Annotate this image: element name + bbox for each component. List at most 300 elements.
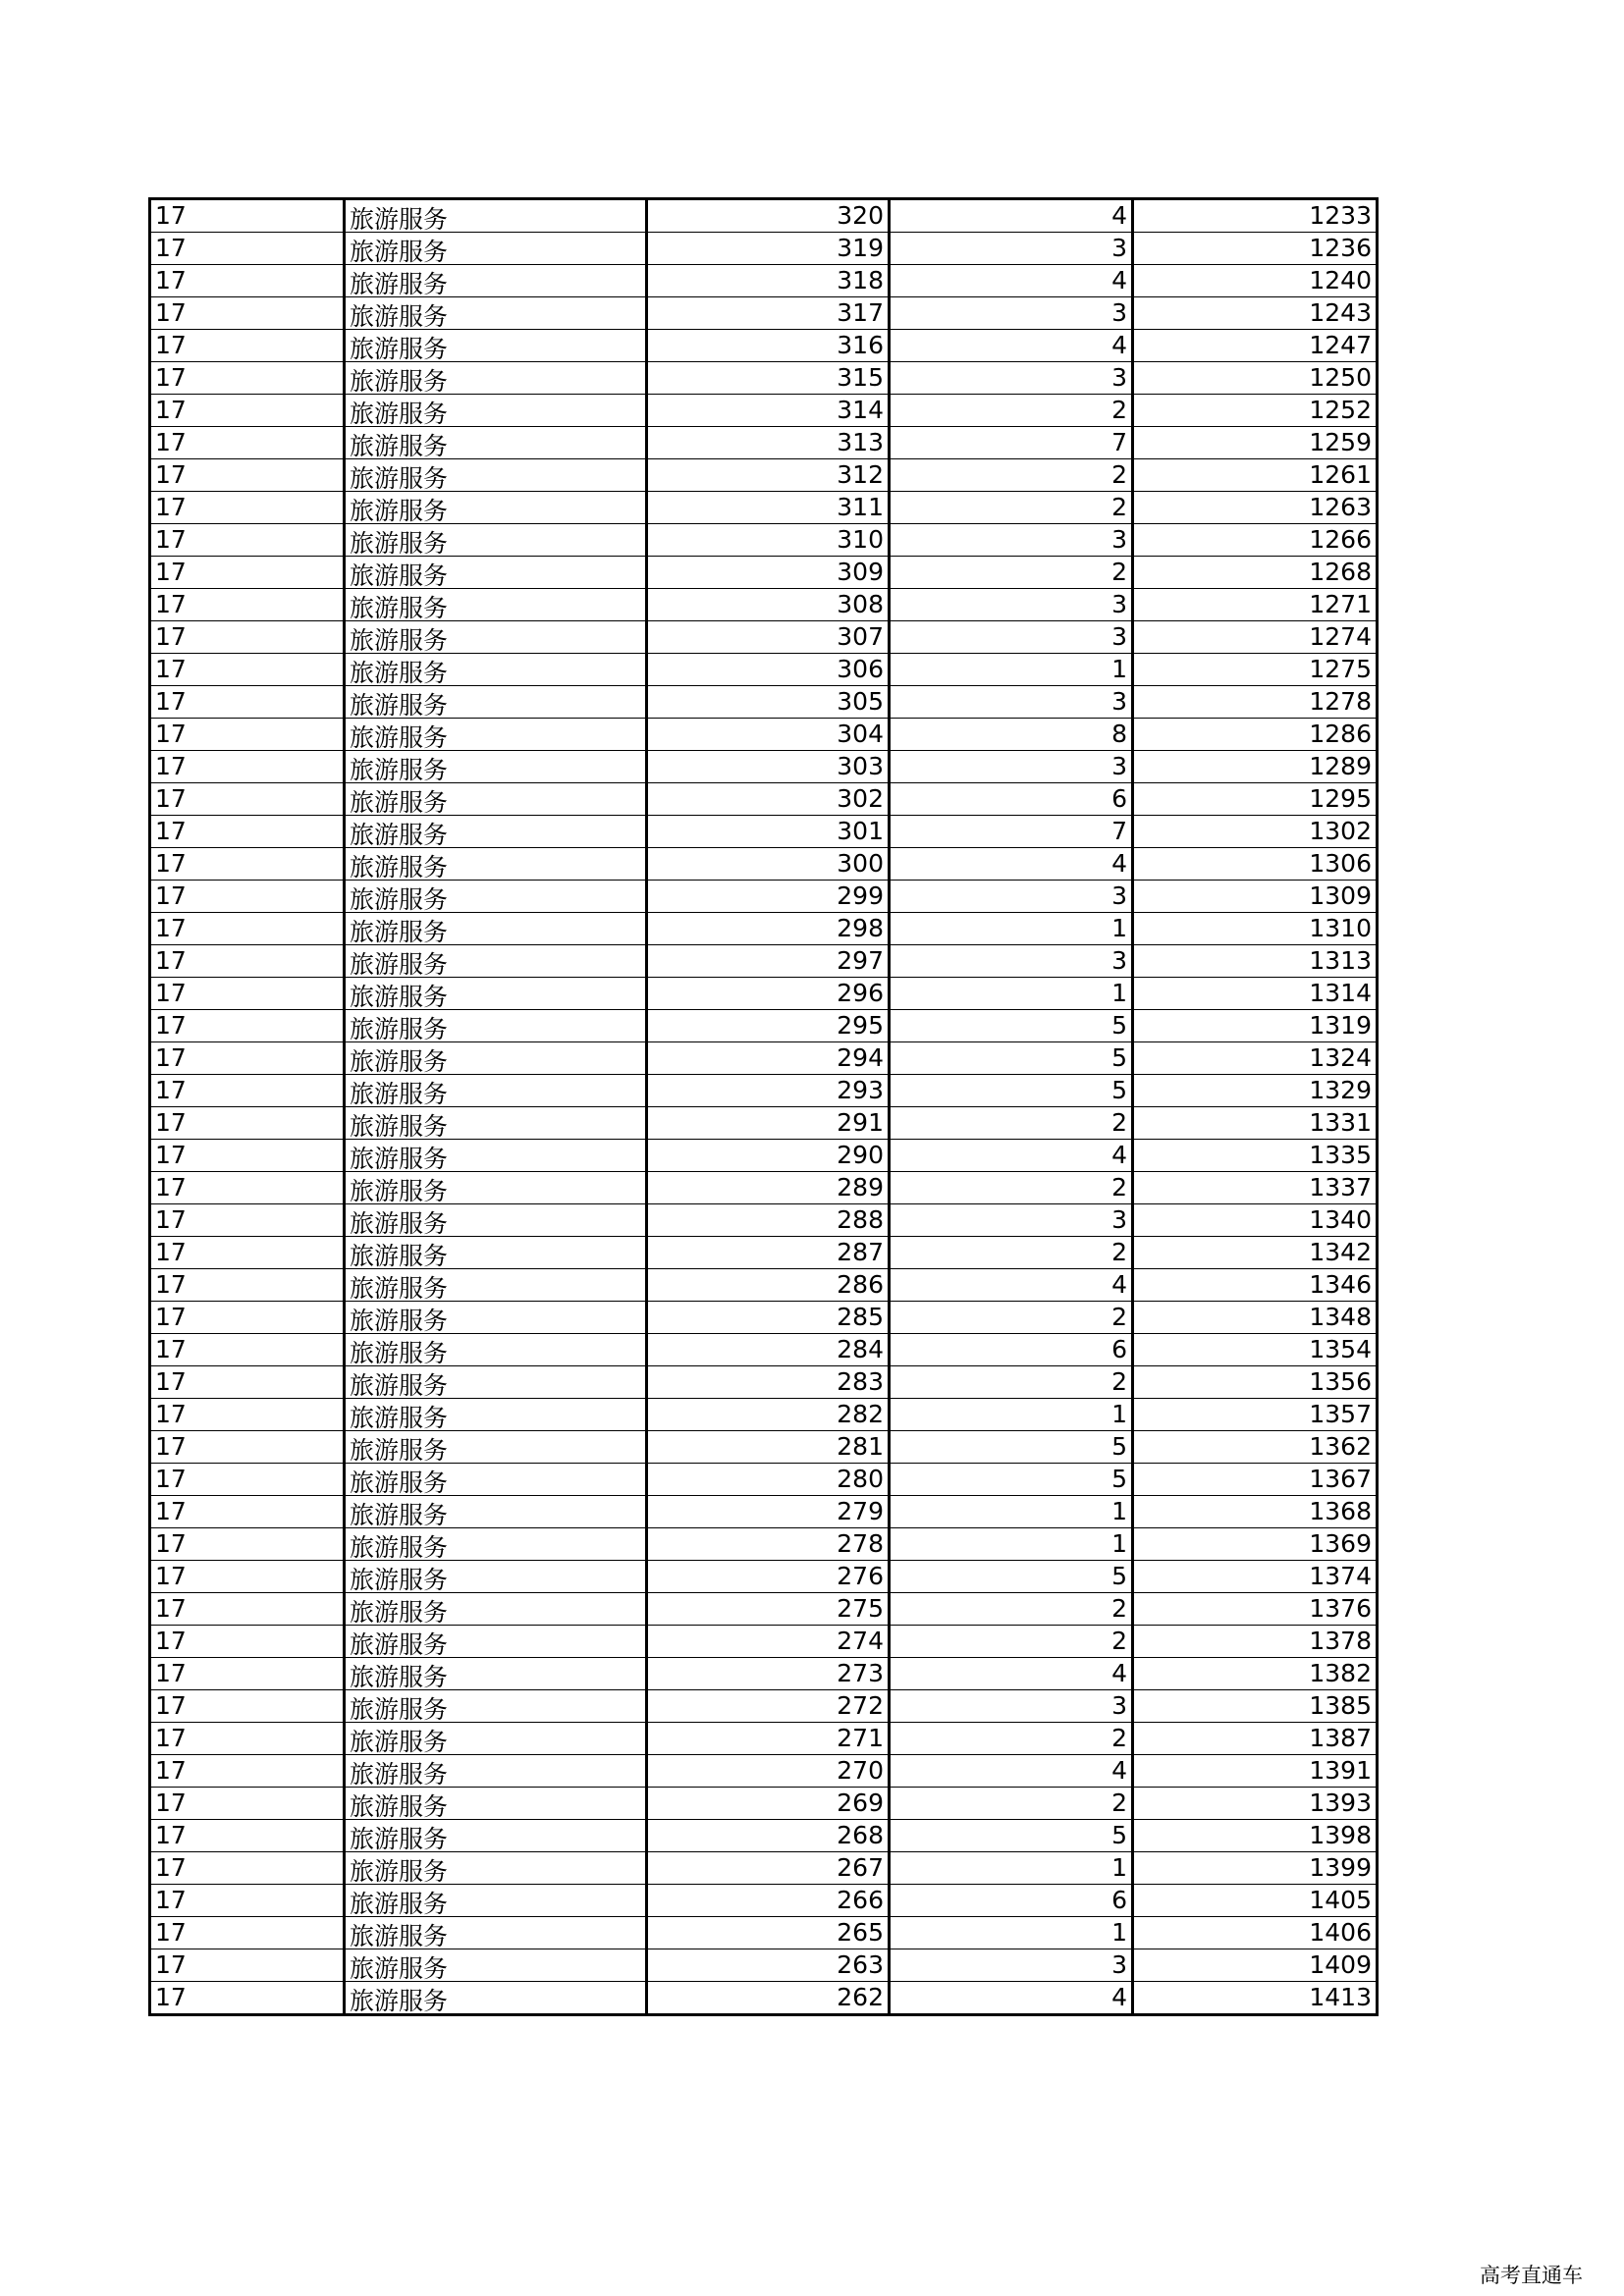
category-text: 旅游服务	[350, 302, 449, 330]
count-cell: 1	[890, 1917, 1133, 1949]
cumulative-cell: 1329	[1133, 1075, 1378, 1107]
table-row	[150, 557, 1378, 589]
category-cell	[345, 492, 647, 524]
score-cell: 278	[647, 1528, 890, 1561]
table-row	[150, 1075, 1378, 1107]
cumulative-cell: 1398	[1133, 1820, 1378, 1852]
table-row	[150, 654, 1378, 686]
category-cell	[345, 1723, 647, 1755]
group-code-cell: 17	[150, 1140, 345, 1172]
group-code-cell: 17	[150, 1755, 345, 1788]
count-cell: 7	[890, 816, 1133, 848]
score-cell: 284	[647, 1334, 890, 1366]
count-cell: 4	[890, 1658, 1133, 1690]
count-cell: 4	[890, 1755, 1133, 1788]
category-cell	[345, 265, 647, 297]
count-cell: 6	[890, 1334, 1133, 1366]
category-cell	[345, 1042, 647, 1075]
category-text: 旅游服务	[350, 1663, 449, 1690]
table-row	[150, 881, 1378, 913]
cumulative-cell: 1378	[1133, 1626, 1378, 1658]
category-text: 旅游服务	[350, 1307, 449, 1334]
table-row	[150, 719, 1378, 751]
count-cell: 3	[890, 589, 1133, 621]
category-cell	[345, 751, 647, 783]
category-cell	[345, 686, 647, 719]
table-row	[150, 1010, 1378, 1042]
count-cell: 1	[890, 654, 1133, 686]
category-text: 旅游服务	[350, 1695, 449, 1723]
category-text: 旅游服务	[350, 432, 449, 459]
count-cell: 3	[890, 621, 1133, 654]
table-row	[150, 1561, 1378, 1593]
table-row	[150, 395, 1378, 427]
category-cell	[345, 848, 647, 881]
score-cell: 280	[647, 1464, 890, 1496]
cumulative-cell: 1391	[1133, 1755, 1378, 1788]
category-cell	[345, 459, 647, 492]
category-text: 旅游服务	[350, 1890, 449, 1917]
group-code-cell: 17	[150, 1626, 345, 1658]
score-cell: 312	[647, 459, 890, 492]
category-text: 旅游服务	[350, 723, 449, 751]
cumulative-cell: 1362	[1133, 1431, 1378, 1464]
cumulative-cell: 1250	[1133, 362, 1378, 395]
group-code-cell: 17	[150, 1302, 345, 1334]
score-cell: 294	[647, 1042, 890, 1075]
table-row	[150, 524, 1378, 557]
category-cell	[345, 1820, 647, 1852]
group-code-cell: 17	[150, 1788, 345, 1820]
cumulative-cell: 1405	[1133, 1885, 1378, 1917]
count-cell: 3	[890, 1690, 1133, 1723]
category-text: 旅游服务	[350, 1501, 449, 1528]
category-text: 旅游服务	[350, 1922, 449, 1949]
table-row	[150, 1690, 1378, 1723]
score-cell: 298	[647, 913, 890, 945]
table-row	[150, 297, 1378, 330]
score-cell: 314	[647, 395, 890, 427]
score-cell: 307	[647, 621, 890, 654]
group-code-cell: 17	[150, 783, 345, 816]
count-cell: 6	[890, 1885, 1133, 1917]
watermark-text: 高考直通车	[1480, 2264, 1583, 2287]
table-row	[150, 816, 1378, 848]
group-code-cell: 17	[150, 557, 345, 589]
count-cell: 4	[890, 848, 1133, 881]
category-cell	[345, 1302, 647, 1334]
category-cell	[345, 1755, 647, 1788]
count-cell: 2	[890, 557, 1133, 589]
table-row	[150, 492, 1378, 524]
table-row	[150, 621, 1378, 654]
cumulative-cell: 1274	[1133, 621, 1378, 654]
cumulative-cell: 1252	[1133, 395, 1378, 427]
score-cell: 313	[647, 427, 890, 459]
category-cell	[345, 1561, 647, 1593]
category-cell	[345, 978, 647, 1010]
category-text: 旅游服务	[350, 1728, 449, 1755]
table-row	[150, 783, 1378, 816]
cumulative-cell: 1399	[1133, 1852, 1378, 1885]
table-row	[150, 427, 1378, 459]
cumulative-cell: 1382	[1133, 1658, 1378, 1690]
table-row	[150, 1237, 1378, 1269]
count-cell: 8	[890, 719, 1133, 751]
cumulative-cell: 1236	[1133, 233, 1378, 265]
group-code-cell: 17	[150, 1528, 345, 1561]
category-cell	[345, 1172, 647, 1204]
group-code-cell: 17	[150, 1658, 345, 1690]
score-cell: 270	[647, 1755, 890, 1788]
cumulative-cell: 1342	[1133, 1237, 1378, 1269]
score-table	[148, 197, 1379, 2016]
score-cell: 309	[647, 557, 890, 589]
category-text: 旅游服务	[350, 853, 449, 881]
score-cell: 287	[647, 1237, 890, 1269]
table-row	[150, 751, 1378, 783]
category-cell	[345, 395, 647, 427]
group-code-cell: 17	[150, 395, 345, 427]
count-cell: 5	[890, 1561, 1133, 1593]
group-code-cell: 17	[150, 881, 345, 913]
cumulative-cell: 1356	[1133, 1366, 1378, 1399]
score-cell: 263	[647, 1949, 890, 1982]
score-cell: 272	[647, 1690, 890, 1723]
group-code-cell: 17	[150, 1204, 345, 1237]
cumulative-cell: 1313	[1133, 945, 1378, 978]
table-row	[150, 1658, 1378, 1690]
table-row	[150, 686, 1378, 719]
score-cell: 304	[647, 719, 890, 751]
score-cell: 295	[647, 1010, 890, 1042]
cumulative-cell: 1387	[1133, 1723, 1378, 1755]
category-text: 旅游服务	[350, 1274, 449, 1302]
table-row	[150, 1334, 1378, 1366]
count-cell: 5	[890, 1464, 1133, 1496]
count-cell: 4	[890, 1140, 1133, 1172]
category-cell	[345, 1626, 647, 1658]
cumulative-cell: 1302	[1133, 816, 1378, 848]
score-cell: 288	[647, 1204, 890, 1237]
cumulative-cell: 1367	[1133, 1464, 1378, 1496]
count-cell: 5	[890, 1010, 1133, 1042]
count-cell: 4	[890, 199, 1133, 233]
group-code-cell: 17	[150, 1042, 345, 1075]
score-cell: 319	[647, 233, 890, 265]
category-cell	[345, 1107, 647, 1140]
group-code-cell: 17	[150, 1010, 345, 1042]
score-cell: 302	[647, 783, 890, 816]
group-code-cell: 17	[150, 1561, 345, 1593]
cumulative-cell: 1259	[1133, 427, 1378, 459]
count-cell: 5	[890, 1820, 1133, 1852]
category-text: 旅游服务	[350, 464, 449, 492]
category-cell	[345, 1431, 647, 1464]
score-cell: 291	[647, 1107, 890, 1140]
category-cell	[345, 1788, 647, 1820]
cumulative-cell: 1309	[1133, 881, 1378, 913]
category-cell	[345, 1010, 647, 1042]
cumulative-cell: 1340	[1133, 1204, 1378, 1237]
cumulative-cell: 1335	[1133, 1140, 1378, 1172]
group-code-cell: 17	[150, 1917, 345, 1949]
cumulative-cell: 1310	[1133, 913, 1378, 945]
group-code-cell: 17	[150, 1723, 345, 1755]
group-code-cell: 17	[150, 1593, 345, 1626]
score-cell: 276	[647, 1561, 890, 1593]
table-row	[150, 330, 1378, 362]
score-cell: 293	[647, 1075, 890, 1107]
score-cell: 301	[647, 816, 890, 848]
count-cell: 2	[890, 1302, 1133, 1334]
cumulative-cell: 1331	[1133, 1107, 1378, 1140]
score-cell: 271	[647, 1723, 890, 1755]
category-cell	[345, 719, 647, 751]
count-cell: 3	[890, 524, 1133, 557]
score-cell: 279	[647, 1496, 890, 1528]
group-code-cell: 17	[150, 1464, 345, 1496]
table-row	[150, 1626, 1378, 1658]
category-text: 旅游服务	[350, 1598, 449, 1626]
category-text: 旅游服务	[350, 1404, 449, 1431]
score-cell: 300	[647, 848, 890, 881]
group-code-cell: 17	[150, 978, 345, 1010]
count-cell: 5	[890, 1042, 1133, 1075]
category-cell	[345, 1982, 647, 2015]
category-cell	[345, 1528, 647, 1561]
count-cell: 2	[890, 1723, 1133, 1755]
count-cell: 4	[890, 1982, 1133, 2015]
table-row	[150, 459, 1378, 492]
group-code-cell: 17	[150, 1852, 345, 1885]
count-cell: 3	[890, 1204, 1133, 1237]
score-cell: 308	[647, 589, 890, 621]
table-row	[150, 1042, 1378, 1075]
count-cell: 3	[890, 233, 1133, 265]
group-code-cell: 17	[150, 1982, 345, 2015]
score-cell: 269	[647, 1788, 890, 1820]
cumulative-cell: 1240	[1133, 265, 1378, 297]
category-text: 旅游服务	[350, 1954, 449, 1982]
count-cell: 5	[890, 1431, 1133, 1464]
score-cell: 286	[647, 1269, 890, 1302]
count-cell: 3	[890, 362, 1133, 395]
category-text: 旅游服务	[350, 367, 449, 395]
group-code-cell: 17	[150, 524, 345, 557]
count-cell: 7	[890, 427, 1133, 459]
category-cell	[345, 330, 647, 362]
count-cell: 3	[890, 751, 1133, 783]
count-cell: 1	[890, 1528, 1133, 1561]
category-cell	[345, 233, 647, 265]
table-row	[150, 362, 1378, 395]
count-cell: 1	[890, 1496, 1133, 1528]
category-text: 旅游服务	[350, 1436, 449, 1464]
score-cell: 282	[647, 1399, 890, 1431]
category-text: 旅游服务	[350, 561, 449, 589]
group-code-cell: 17	[150, 1399, 345, 1431]
cumulative-cell: 1319	[1133, 1010, 1378, 1042]
category-text: 旅游服务	[350, 1145, 449, 1172]
score-cell: 303	[647, 751, 890, 783]
cumulative-cell: 1261	[1133, 459, 1378, 492]
cumulative-cell: 1348	[1133, 1302, 1378, 1334]
score-cell: 315	[647, 362, 890, 395]
category-cell	[345, 1075, 647, 1107]
count-cell: 2	[890, 1626, 1133, 1658]
count-cell: 1	[890, 978, 1133, 1010]
table-row	[150, 945, 1378, 978]
cumulative-cell: 1306	[1133, 848, 1378, 881]
category-text: 旅游服务	[350, 1015, 449, 1042]
category-cell	[345, 881, 647, 913]
score-cell: 267	[647, 1852, 890, 1885]
count-cell: 2	[890, 1237, 1133, 1269]
category-text: 旅游服务	[350, 1533, 449, 1561]
category-text: 旅游服务	[350, 1112, 449, 1140]
category-text: 旅游服务	[350, 400, 449, 427]
group-code-cell: 17	[150, 848, 345, 881]
table-row	[150, 913, 1378, 945]
cumulative-cell: 1376	[1133, 1593, 1378, 1626]
count-cell: 3	[890, 881, 1133, 913]
cumulative-cell: 1278	[1133, 686, 1378, 719]
cumulative-cell: 1406	[1133, 1917, 1378, 1949]
category-cell	[345, 1237, 647, 1269]
category-text: 旅游服务	[350, 497, 449, 524]
category-text: 旅游服务	[350, 1339, 449, 1366]
group-code-cell: 17	[150, 1107, 345, 1140]
group-code-cell: 17	[150, 719, 345, 751]
table-row	[150, 199, 1378, 233]
category-text: 旅游服务	[350, 335, 449, 362]
cumulative-cell: 1271	[1133, 589, 1378, 621]
cumulative-cell: 1409	[1133, 1949, 1378, 1982]
table-row	[150, 1788, 1378, 1820]
score-cell: 273	[647, 1658, 890, 1690]
category-text: 旅游服务	[350, 1177, 449, 1204]
cumulative-cell: 1368	[1133, 1496, 1378, 1528]
group-code-cell: 17	[150, 816, 345, 848]
category-text: 旅游服务	[350, 983, 449, 1010]
category-cell	[345, 945, 647, 978]
category-text: 旅游服务	[350, 1630, 449, 1658]
count-cell: 2	[890, 1788, 1133, 1820]
group-code-cell: 17	[150, 751, 345, 783]
score-cell: 289	[647, 1172, 890, 1204]
group-code-cell: 17	[150, 297, 345, 330]
cumulative-cell: 1266	[1133, 524, 1378, 557]
category-text: 旅游服务	[350, 1792, 449, 1820]
cumulative-cell: 1374	[1133, 1561, 1378, 1593]
category-cell	[345, 1496, 647, 1528]
score-cell: 262	[647, 1982, 890, 2015]
category-text: 旅游服务	[350, 788, 449, 816]
category-text: 旅游服务	[350, 626, 449, 654]
category-text: 旅游服务	[350, 691, 449, 719]
group-code-cell: 17	[150, 1366, 345, 1399]
table-row	[150, 1107, 1378, 1140]
category-text: 旅游服务	[350, 1209, 449, 1237]
count-cell: 2	[890, 459, 1133, 492]
group-code-cell: 17	[150, 1237, 345, 1269]
count-cell: 3	[890, 686, 1133, 719]
category-cell	[345, 524, 647, 557]
score-cell: 268	[647, 1820, 890, 1852]
score-cell: 305	[647, 686, 890, 719]
category-text: 旅游服务	[350, 1468, 449, 1496]
score-cell: 317	[647, 297, 890, 330]
table-row	[150, 1269, 1378, 1302]
category-cell	[345, 1949, 647, 1982]
group-code-cell: 17	[150, 265, 345, 297]
category-cell	[345, 297, 647, 330]
count-cell: 1	[890, 913, 1133, 945]
category-text: 旅游服务	[350, 756, 449, 783]
table-row	[150, 589, 1378, 621]
score-cell: 311	[647, 492, 890, 524]
group-code-cell: 17	[150, 459, 345, 492]
score-cell: 299	[647, 881, 890, 913]
count-cell: 2	[890, 1172, 1133, 1204]
table-row	[150, 1140, 1378, 1172]
category-text: 旅游服务	[350, 1242, 449, 1269]
category-cell	[345, 816, 647, 848]
category-cell	[345, 1269, 647, 1302]
category-text: 旅游服务	[350, 270, 449, 297]
group-code-cell: 17	[150, 1075, 345, 1107]
cumulative-cell: 1243	[1133, 297, 1378, 330]
count-cell: 2	[890, 1593, 1133, 1626]
category-cell	[345, 1690, 647, 1723]
count-cell: 2	[890, 1366, 1133, 1399]
category-cell	[345, 1464, 647, 1496]
group-code-cell: 17	[150, 362, 345, 395]
category-text: 旅游服务	[350, 1760, 449, 1788]
count-cell: 3	[890, 945, 1133, 978]
count-cell: 4	[890, 1269, 1133, 1302]
cumulative-cell: 1413	[1133, 1982, 1378, 2015]
table-row	[150, 1755, 1378, 1788]
group-code-cell: 17	[150, 1820, 345, 1852]
cumulative-cell: 1354	[1133, 1334, 1378, 1366]
cumulative-cell: 1247	[1133, 330, 1378, 362]
group-code-cell: 17	[150, 621, 345, 654]
category-text: 旅游服务	[350, 950, 449, 978]
category-text: 旅游服务	[350, 1047, 449, 1075]
table-row	[150, 1885, 1378, 1917]
category-cell	[345, 783, 647, 816]
group-code-cell: 17	[150, 1334, 345, 1366]
category-cell	[345, 199, 647, 233]
table-row	[150, 1528, 1378, 1561]
category-cell	[345, 1366, 647, 1399]
category-cell	[345, 1593, 647, 1626]
count-cell: 1	[890, 1852, 1133, 1885]
table-row	[150, 1917, 1378, 1949]
group-code-cell: 17	[150, 492, 345, 524]
category-text: 旅游服务	[350, 1987, 449, 2015]
cumulative-cell: 1393	[1133, 1788, 1378, 1820]
cumulative-cell: 1275	[1133, 654, 1378, 686]
cumulative-cell: 1324	[1133, 1042, 1378, 1075]
category-cell	[345, 1140, 647, 1172]
group-code-cell: 17	[150, 654, 345, 686]
cumulative-cell: 1289	[1133, 751, 1378, 783]
group-code-cell: 17	[150, 1496, 345, 1528]
table-row	[150, 1204, 1378, 1237]
